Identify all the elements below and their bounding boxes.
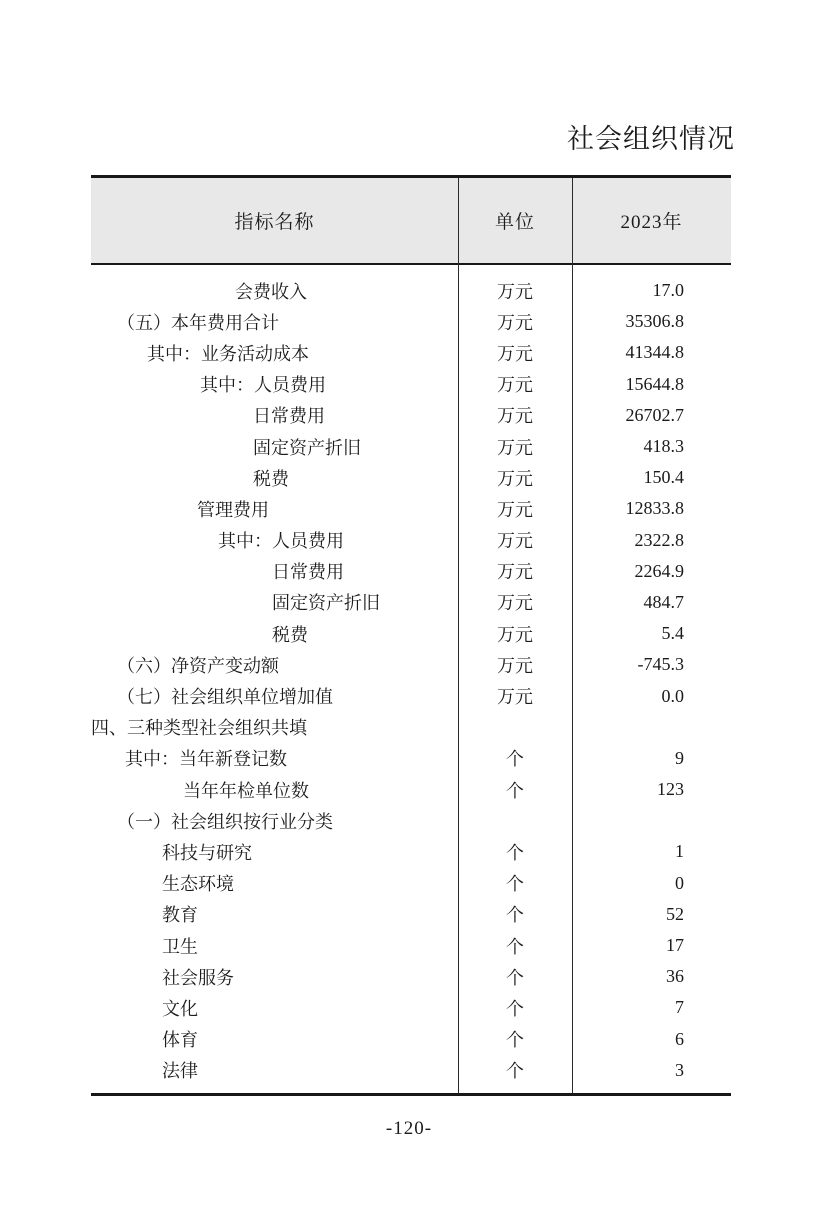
indicator-name: 其中：当年新登记数 (125, 749, 287, 770)
table-row (91, 649, 731, 680)
unit-cell: 个 (506, 874, 524, 895)
column-divider-2 (572, 178, 573, 1093)
table-row (91, 680, 731, 711)
table-row (91, 493, 731, 524)
table-row (91, 337, 731, 368)
value-cell: 35306.8 (625, 311, 684, 332)
table-row (91, 462, 731, 493)
table-row (91, 525, 731, 556)
unit-cell: 万元 (497, 375, 533, 396)
indicator-name: 四、三种类型社会组织共填 (91, 718, 307, 739)
table-row (91, 868, 731, 899)
value-cell: 418.3 (643, 436, 684, 457)
value-cell: 2322.8 (634, 529, 684, 550)
unit-cell: 万元 (497, 406, 533, 427)
table-row (91, 930, 731, 961)
unit-cell: 万元 (497, 531, 533, 552)
indicator-name: 文化 (162, 998, 198, 1019)
indicator-name: （七）社会组织单位增加值 (117, 687, 333, 708)
unit-cell: 万元 (497, 312, 533, 333)
table-row (91, 618, 731, 649)
value-cell: 52 (666, 903, 684, 924)
table-row (91, 774, 731, 805)
indicator-name: 生态环境 (162, 874, 234, 895)
value-cell: 6 (675, 1028, 684, 1049)
indicator-name: 其中：人员费用 (200, 375, 326, 396)
indicator-name: 日常费用 (272, 562, 344, 583)
table-row (91, 275, 731, 306)
indicator-name: （一）社会组织按行业分类 (117, 811, 333, 832)
unit-cell: 万元 (497, 281, 533, 302)
unit-cell: 个 (506, 780, 524, 801)
indicator-name: 其中：业务活动成本 (147, 343, 309, 364)
indicator-name: 法律 (162, 1061, 198, 1082)
value-cell: 36 (666, 966, 684, 987)
table-row (91, 899, 731, 930)
value-cell: 0.0 (661, 685, 684, 706)
value-cell: 9 (675, 747, 684, 768)
value-cell: 12833.8 (625, 498, 684, 519)
table-row (91, 836, 731, 867)
unit-cell: 个 (506, 998, 524, 1019)
value-cell: 26702.7 (625, 404, 684, 425)
unit-cell: 个 (506, 842, 524, 863)
table-row (91, 712, 731, 743)
value-cell: 484.7 (643, 591, 684, 612)
unit-cell: 个 (506, 1030, 524, 1051)
table-row (91, 961, 731, 992)
indicator-name: 固定资产折旧 (253, 437, 361, 458)
table-row (91, 1055, 731, 1086)
indicator-name: （六）净资产变动额 (117, 655, 279, 676)
unit-cell: 万元 (497, 593, 533, 614)
indicator-name: 其中：人员费用 (218, 531, 344, 552)
value-cell: 150.4 (643, 467, 684, 488)
indicator-name: 税费 (272, 624, 308, 645)
unit-cell: 个 (506, 967, 524, 988)
indicator-name: 日常费用 (253, 406, 325, 427)
table-row (91, 992, 731, 1023)
indicator-name: 体育 (162, 1030, 198, 1051)
unit-cell: 个 (506, 1061, 524, 1082)
indicator-name: 税费 (253, 468, 289, 489)
table-row (91, 400, 731, 431)
table-row (91, 805, 731, 836)
page-number: -120- (385, 1118, 433, 1139)
value-cell: 7 (675, 997, 684, 1018)
col-header-unit: 单位 (494, 212, 535, 233)
unit-cell: 万元 (497, 624, 533, 645)
table-row (91, 1024, 731, 1055)
table-header-row (91, 178, 731, 265)
indicator-name: 科技与研究 (162, 842, 252, 863)
statistics-table (91, 175, 731, 1096)
col-header-indicator: 指标名称 (234, 212, 315, 233)
indicator-name: 管理费用 (197, 499, 269, 520)
value-cell: 17.0 (652, 280, 684, 301)
unit-cell: 万元 (497, 687, 533, 708)
indicator-name: 教育 (162, 905, 198, 926)
indicator-name: 卫生 (162, 936, 198, 957)
unit-cell: 个 (506, 749, 524, 770)
unit-cell: 万元 (497, 655, 533, 676)
value-cell: 17 (666, 935, 684, 956)
indicator-name: 会费收入 (235, 281, 307, 302)
value-cell: 123 (657, 779, 684, 800)
value-cell: 1 (675, 841, 684, 862)
table-row (91, 369, 731, 400)
table-row (91, 306, 731, 337)
value-cell: 3 (675, 1059, 684, 1080)
unit-cell: 万元 (497, 562, 533, 583)
unit-cell: 个 (506, 905, 524, 926)
unit-cell: 个 (506, 936, 524, 957)
indicator-name: 当年年检单位数 (183, 780, 309, 801)
column-divider-1 (458, 178, 459, 1093)
value-cell: 5.4 (661, 623, 684, 644)
table-row (91, 431, 731, 462)
value-cell: 41344.8 (625, 342, 684, 363)
value-cell: 2264.9 (634, 560, 684, 581)
col-header-year: 2023年 (620, 212, 683, 233)
table-row (91, 743, 731, 774)
value-cell: 15644.8 (625, 373, 684, 394)
value-cell: 0 (675, 872, 684, 893)
table-row (91, 556, 731, 587)
unit-cell: 万元 (497, 437, 533, 458)
table-body (91, 265, 731, 1093)
unit-cell: 万元 (497, 468, 533, 489)
page-title: 社会组织情况 (567, 124, 735, 154)
indicator-name: 社会服务 (162, 967, 234, 988)
indicator-name: （五）本年费用合计 (117, 312, 279, 333)
unit-cell: 万元 (497, 343, 533, 364)
value-cell: -745.3 (637, 654, 684, 675)
unit-cell: 万元 (497, 499, 533, 520)
table-row (91, 587, 731, 618)
indicator-name: 固定资产折旧 (272, 593, 380, 614)
